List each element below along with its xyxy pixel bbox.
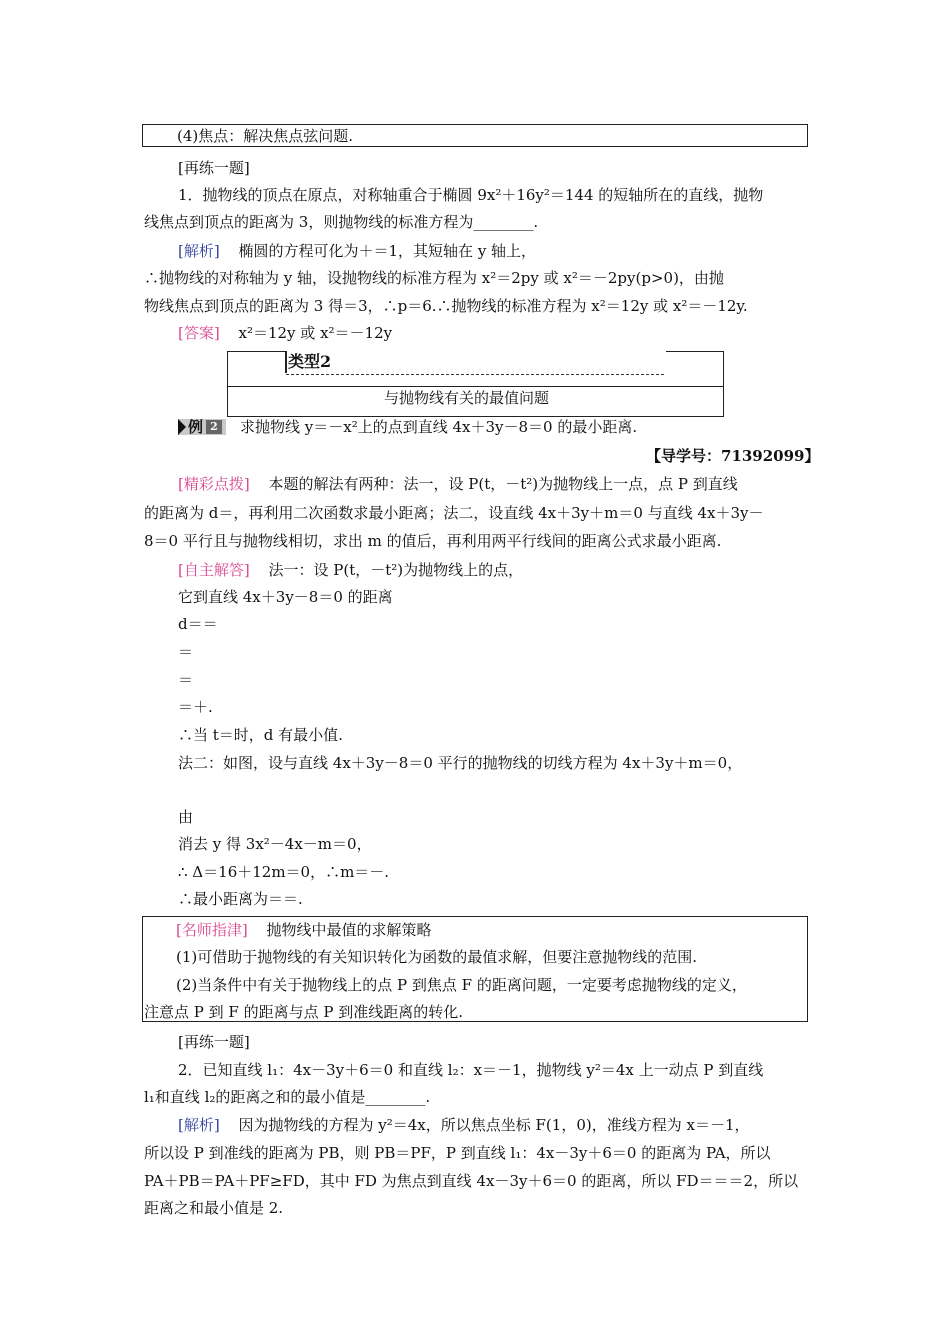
question-1-line-1: 1．抛物线的顶点在原点，对称轴重合于椭圆 9x²＋16y²＝144 的短轴所在的直线，抛物	[178, 186, 764, 204]
type-box-inner-line	[227, 386, 724, 387]
hint-tag: [精彩点拨]	[178, 475, 250, 493]
solution-line-12: ∴最小距离为＝＝.	[178, 890, 303, 908]
hint-line-3: 8＝0 平行且与抛物线相切，求出 m 的值后，再利用两平行线间的距离公式求最小距离.	[144, 532, 722, 550]
answer-text: x²＝12y 或 x²＝－12y	[238, 324, 393, 342]
solution-line-9: 由	[178, 808, 194, 826]
type-label: 类型2	[288, 352, 332, 371]
teacher-tips-heading	[176, 920, 432, 940]
question-2-line-1: 2．已知直线 l₁：4x－3y＋6＝0 和直线 l₂：x＝－1，抛物线 y²＝4x 上一动点 P 到直线	[178, 1061, 764, 1079]
analysis-tag: [解析]	[178, 242, 220, 260]
analysis-2-line-3: PA＋PB＝PA＋PF≥FD，其中 FD 为焦点到直线 4x－3y＋6＝0 的距离，所以 FD＝＝＝2，所以	[144, 1172, 799, 1190]
solution-line-4: ＝	[178, 643, 194, 661]
question-1-line-2: 线焦点到顶点的距离为 3，则抛物线的标准方程为________.	[144, 213, 539, 231]
solution-tag: [自主解答]	[178, 561, 250, 579]
analysis-1-line-1	[178, 241, 536, 261]
analysis-2-line-4: 距离之和最小值是 2.	[144, 1199, 284, 1217]
example-question: 求抛物线 y＝－x²上的点到直线 4x＋3y－8＝0 的最小距离.	[240, 418, 638, 436]
practice-heading: [再练一题]	[178, 159, 250, 177]
analysis-2-text: 因为抛物线的方程为 y²＝4x，所以焦点坐标 F(1，0)，准线方程为 x＝－1，	[238, 1116, 750, 1134]
teacher-tips-point-2-line-1: (2)当条件中有关于抛物线上的点 P 到焦点 F 的距离问题，一定要考虑抛物线的定义，	[176, 976, 747, 994]
analysis-1-line-3: 物线焦点到顶点的距离为 3 得＝3，∴p＝6.∴抛物线的标准方程为 x²＝12y 或 x²＝－12y.	[144, 297, 748, 315]
example-tag-arrow-icon	[178, 419, 186, 435]
analysis-2-tag: [解析]	[178, 1116, 220, 1134]
answer-1	[178, 323, 392, 343]
example-tag	[178, 417, 226, 437]
teacher-tips-tag: [名师指津]	[176, 921, 248, 939]
solution-line-11: ∴ Δ＝16＋12m＝0，∴m＝－.	[178, 863, 390, 881]
solution-line-8: 法二：如图，设与直线 4x＋3y－8＝0 平行的抛物线的切线方程为 4x＋3y＋m＝0，	[178, 754, 743, 772]
solution-line-10: 消去 y 得 3x²－4x－m＝0，	[178, 835, 372, 853]
practice-2-heading: [再练一题]	[178, 1033, 250, 1051]
solution-line-2: 它到直线 4x＋3y－8＝0 的距离	[178, 588, 393, 606]
type-box-top-right	[666, 351, 724, 352]
solution-line-3: d＝＝	[178, 615, 218, 633]
teacher-tips-point-2-line-2: 注意点 P 到 F 的距离与点 P 到准线距离的转化.	[144, 1003, 463, 1021]
analysis-2-line-2: 所以设 P 到准线的距离为 PB，则 PB＝PF，P 到直线 l₁：4x－3y＋6＝0 的距离为 PA，所以	[144, 1144, 771, 1162]
hint-line-1	[178, 474, 738, 494]
analysis-2-line-1	[178, 1115, 750, 1135]
answer-tag: [答案]	[178, 324, 220, 342]
guide-number: 【导学号：71392099】	[646, 447, 820, 465]
analysis-1-line-2: ∴抛物线的对称轴为 y 轴，设抛物线的标准方程为 x²＝2py 或 x²＝－2py(p>0)，由抛	[144, 269, 724, 287]
type-box-top-left	[227, 351, 285, 352]
solution-text: 法一：设 P(t，－t²)为抛物线上的点，	[268, 561, 524, 579]
example-tag-text: 例	[188, 418, 204, 436]
type-box-marker	[285, 351, 287, 373]
solution-line-6: ＝＋.	[178, 698, 213, 716]
solution-line-1	[178, 560, 523, 580]
solution-line-7: ∴当 t＝时，d 有最小值.	[178, 726, 343, 744]
analysis-text: 椭圆的方程可化为＋＝1，其短轴在 y 轴上，	[238, 242, 537, 260]
question-2-line-2: l₁和直线 l₂的距离之和的最小值是________.	[144, 1088, 431, 1106]
type-title: 与抛物线有关的最值问题	[384, 389, 550, 407]
teacher-tips-point-1: (1)可借助于抛物线的有关知识转化为函数的最值求解，但要注意抛物线的范围.	[176, 948, 698, 966]
solution-line-5: ＝	[178, 671, 194, 689]
hint-text: 本题的解法有两种：法一，设 P(t，－t²)为抛物线上一点，点 P 到直线	[268, 475, 738, 493]
top-note-text: (4)焦点：解决焦点弦问题.	[177, 127, 354, 145]
type-divider	[286, 374, 664, 375]
example-tag-number: 2	[206, 420, 222, 434]
hint-line-2: 的距离为 d＝，再利用二次函数求最小距离；法二，设直线 4x＋3y＋m＝0 与直线 4x＋3y－	[144, 504, 764, 522]
teacher-tips-title: 抛物线中最值的求解策略	[266, 921, 432, 939]
